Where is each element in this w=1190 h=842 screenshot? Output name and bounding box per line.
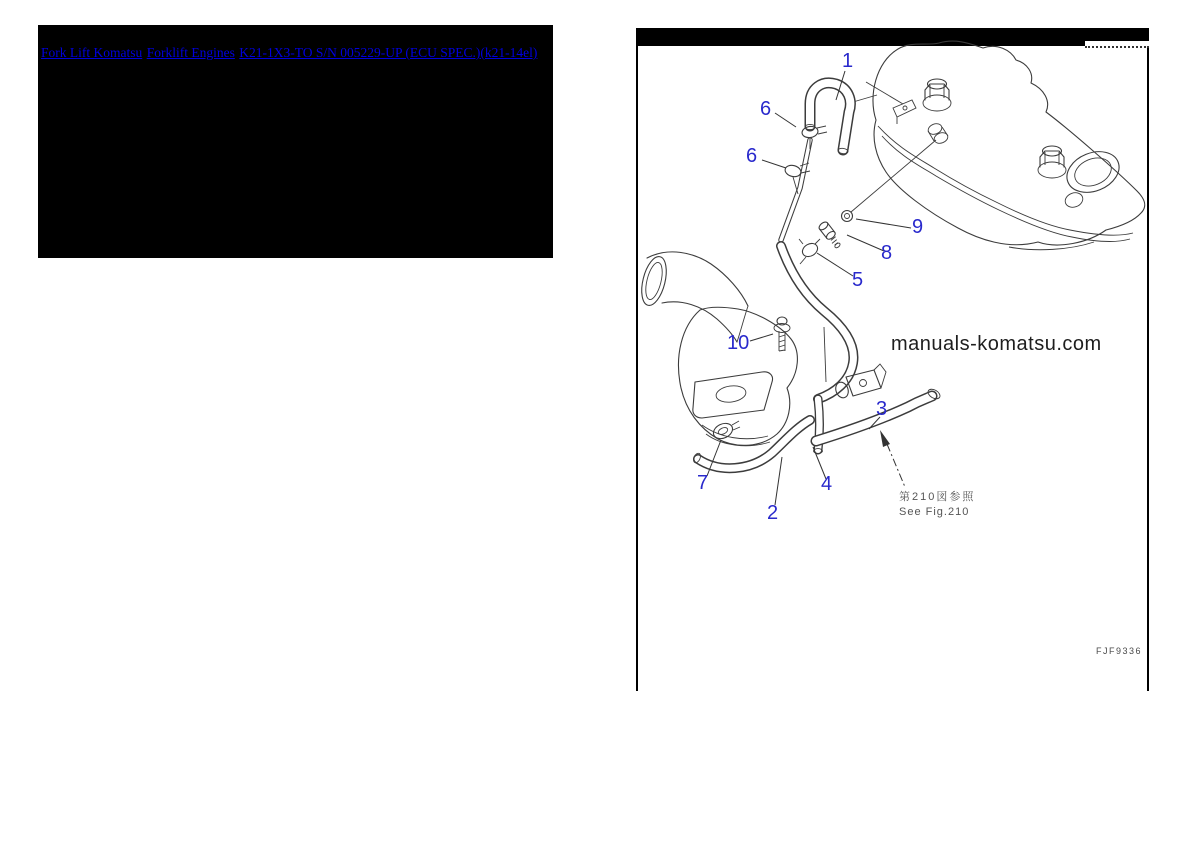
link-fork-lift-komatsu[interactable]: Fork Lift Komatsu bbox=[41, 45, 143, 60]
callout-10: 10 bbox=[727, 332, 750, 354]
callout-4: 4 bbox=[821, 473, 833, 495]
callout-9: 9 bbox=[912, 216, 924, 238]
callout-8: 8 bbox=[881, 242, 893, 264]
callout-1: 1 bbox=[842, 50, 854, 72]
callout-2: 2 bbox=[767, 502, 779, 524]
figure-code: FJF9336 bbox=[1096, 646, 1143, 656]
watermark-text: manuals-komatsu.com bbox=[891, 333, 1102, 355]
callout-6a: 6 bbox=[760, 98, 772, 120]
see-fig-note bbox=[899, 488, 975, 518]
parts-diagram-drawing bbox=[636, 28, 1149, 691]
callout-6b: 6 bbox=[746, 145, 758, 167]
see-fig-japanese: 第210図参照 bbox=[899, 491, 976, 503]
callout-5: 5 bbox=[852, 269, 864, 291]
link-panel bbox=[38, 25, 553, 258]
link-model-serial[interactable]: K21-1X3-TO S/N 005229-UP (ECU SPEC.)(k21-14el) bbox=[239, 45, 538, 60]
callout-3: 3 bbox=[876, 398, 888, 420]
callout-7: 7 bbox=[697, 472, 709, 494]
see-fig-english: See Fig.210 bbox=[899, 506, 970, 518]
link-forklift-engines[interactable]: Forklift Engines bbox=[146, 45, 235, 60]
